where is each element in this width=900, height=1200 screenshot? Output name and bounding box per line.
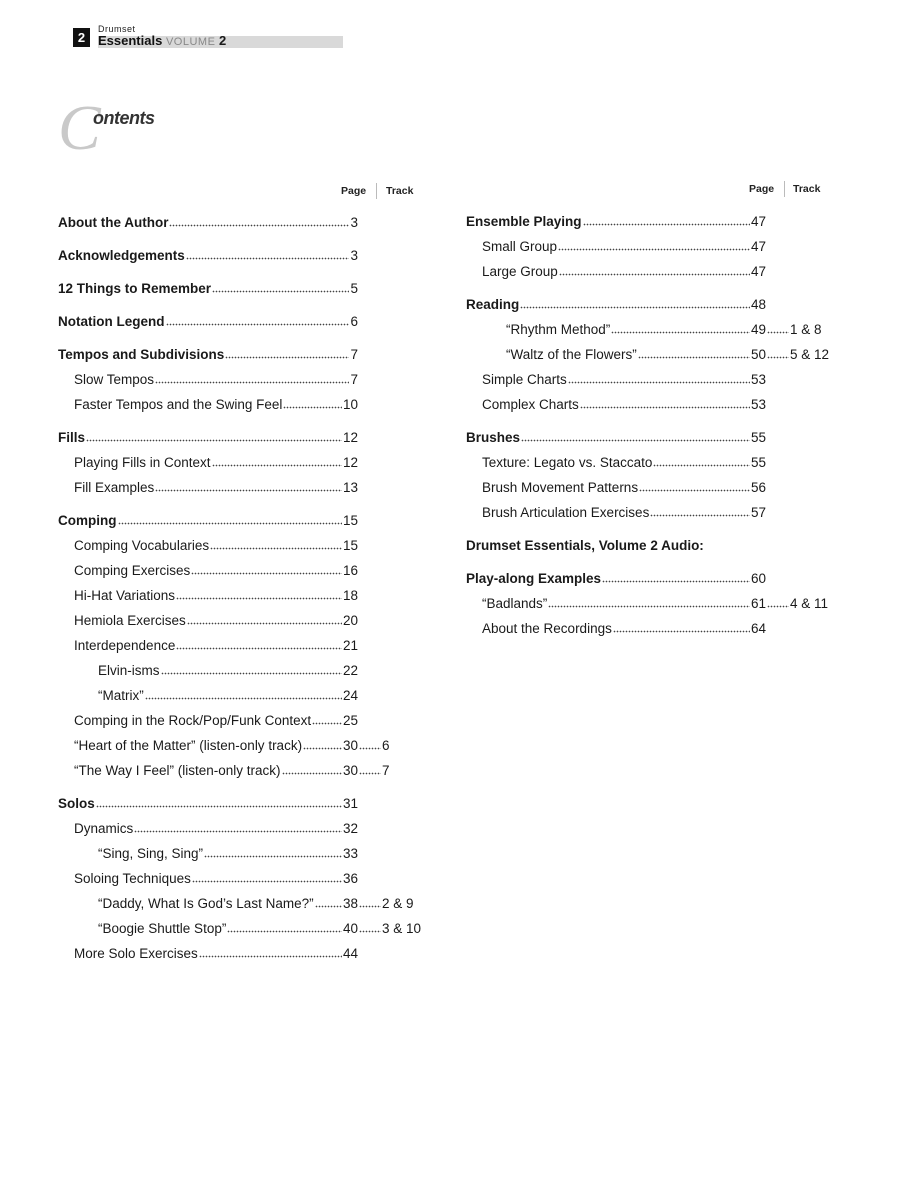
entry-title: Simple Charts bbox=[482, 372, 567, 387]
entry-title: Small Group bbox=[482, 239, 558, 254]
entry-title: “Sing, Sing, Sing” bbox=[98, 846, 204, 861]
toc-entry bbox=[58, 563, 388, 588]
leader-dots bbox=[559, 264, 750, 276]
entry-page: 5 bbox=[350, 281, 358, 296]
entry-page: 3 bbox=[350, 248, 358, 263]
section-gap bbox=[58, 306, 388, 314]
leader-dots bbox=[210, 538, 342, 550]
left-header-separator bbox=[376, 183, 377, 199]
entry-title: Dynamics bbox=[74, 821, 134, 836]
entry-page: 61 bbox=[750, 596, 766, 611]
entry-title: Playing Fills in Context bbox=[74, 455, 211, 470]
toc-entry bbox=[466, 621, 766, 646]
entry-title: Play-along Examples bbox=[466, 571, 602, 586]
leader-dots bbox=[192, 871, 342, 883]
leader-dots bbox=[602, 571, 750, 583]
toc-section bbox=[58, 430, 388, 455]
entry-title: Comping bbox=[58, 513, 117, 528]
toc-entry bbox=[58, 480, 388, 505]
toc-entry bbox=[58, 946, 388, 971]
toc-entry bbox=[58, 896, 414, 921]
entry-title: Brush Articulation Exercises bbox=[482, 505, 650, 520]
entry-page: 30 bbox=[342, 738, 358, 753]
entry-track bbox=[359, 763, 390, 778]
entry-page: 64 bbox=[750, 621, 766, 636]
toc-entry bbox=[58, 921, 422, 946]
entry-track bbox=[767, 596, 828, 611]
track-number: 2 & 9 bbox=[382, 896, 414, 911]
entry-page: 21 bbox=[342, 638, 358, 653]
section-gap bbox=[58, 505, 388, 513]
brand-volume-label: VOLUME bbox=[165, 36, 216, 48]
contents-right-column bbox=[466, 214, 830, 646]
entry-page: 12 bbox=[342, 455, 358, 470]
leader-dots bbox=[86, 430, 342, 442]
entry-title: 12 Things to Remember bbox=[58, 281, 212, 296]
toc-section bbox=[466, 538, 766, 563]
entry-title: Comping Vocabularies bbox=[74, 538, 210, 553]
entry-page: 10 bbox=[342, 397, 358, 412]
entry-title: More Solo Exercises bbox=[74, 946, 198, 961]
leader-dots bbox=[312, 713, 342, 725]
section-gap bbox=[466, 563, 766, 571]
entry-title: Solos bbox=[58, 796, 95, 811]
entry-page: 20 bbox=[342, 613, 358, 628]
toc-section bbox=[466, 214, 766, 239]
entry-title: Comping in the Rock/Pop/Funk Context bbox=[74, 713, 312, 728]
leader-dots bbox=[155, 480, 342, 492]
leader-dots bbox=[653, 455, 750, 467]
toc-entry bbox=[58, 455, 388, 480]
entry-page: 25 bbox=[342, 713, 358, 728]
entry-title: Acknowledgements bbox=[58, 248, 185, 263]
leader-dots bbox=[169, 215, 349, 227]
leader-dots bbox=[176, 638, 342, 650]
entry-title: Hemiola Exercises bbox=[74, 613, 186, 628]
toc-section bbox=[466, 430, 766, 455]
entry-page: 50 bbox=[750, 347, 766, 362]
leader-dots bbox=[639, 480, 750, 492]
entry-page: 22 bbox=[342, 663, 358, 678]
toc-entry bbox=[466, 505, 766, 530]
entry-page: 7 bbox=[350, 372, 358, 387]
entry-page: 53 bbox=[750, 397, 766, 412]
leader-dots bbox=[166, 314, 350, 326]
toc-entry bbox=[58, 821, 388, 846]
toc-entry bbox=[58, 588, 388, 613]
entry-title: About the Recordings bbox=[482, 621, 612, 636]
entry-page: 32 bbox=[342, 821, 358, 836]
toc-entry bbox=[466, 322, 822, 347]
leader-dots bbox=[161, 663, 342, 675]
toc-entry bbox=[58, 763, 388, 788]
brand-essentials: Essentials bbox=[98, 33, 163, 48]
leader-dots bbox=[611, 322, 750, 334]
entry-page: 44 bbox=[342, 946, 358, 961]
entry-title: Brushes bbox=[466, 430, 521, 445]
leader-dots bbox=[191, 563, 342, 575]
contents-left-column bbox=[58, 215, 422, 971]
entry-title: “Rhythm Method” bbox=[506, 322, 611, 337]
toc-entry bbox=[58, 613, 388, 638]
entry-title: “Matrix” bbox=[98, 688, 144, 703]
entry-track bbox=[359, 921, 421, 936]
entry-page: 57 bbox=[750, 505, 766, 520]
entry-title: Slow Tempos bbox=[74, 372, 155, 387]
toc-entry bbox=[58, 871, 388, 896]
toc-section bbox=[58, 347, 388, 372]
leader-dots bbox=[186, 248, 350, 260]
entry-title: “Badlands” bbox=[482, 596, 548, 611]
entry-track bbox=[359, 738, 390, 753]
entry-title: Interdependence bbox=[74, 638, 176, 653]
track-number: 6 bbox=[382, 738, 390, 753]
toc-section bbox=[58, 248, 388, 273]
leader-dots bbox=[650, 505, 750, 517]
leader-dots bbox=[568, 372, 750, 384]
right-header-separator bbox=[784, 181, 785, 197]
toc-section bbox=[58, 513, 388, 538]
brand-main bbox=[98, 34, 226, 49]
entry-title: “Waltz of the Flowers” bbox=[506, 347, 637, 362]
entry-title: Fills bbox=[58, 430, 86, 445]
toc-entry bbox=[58, 846, 388, 871]
toc-section bbox=[58, 281, 388, 306]
toc-entry bbox=[58, 738, 388, 763]
leader-dots bbox=[155, 372, 349, 384]
entry-title: About the Author bbox=[58, 215, 169, 230]
leader-dots bbox=[225, 347, 349, 359]
entry-page: 38 bbox=[342, 896, 358, 911]
toc-entry bbox=[58, 372, 388, 397]
toc-entry bbox=[466, 347, 830, 372]
entry-page: 33 bbox=[342, 846, 358, 861]
entry-page: 7 bbox=[350, 347, 358, 362]
section-gap bbox=[58, 339, 388, 347]
leader-dots bbox=[283, 397, 342, 409]
section-gap bbox=[466, 289, 766, 297]
entry-page: 30 bbox=[342, 763, 358, 778]
section-gap bbox=[466, 422, 766, 430]
leader-dots bbox=[520, 297, 750, 309]
leader-dots bbox=[199, 946, 342, 958]
leader-dots bbox=[303, 738, 342, 750]
contents-initial: C bbox=[58, 92, 101, 163]
brand-volume-number: 2 bbox=[219, 33, 227, 48]
section-gap bbox=[58, 273, 388, 281]
entry-title: “Heart of the Matter” (listen-only track) bbox=[74, 738, 303, 753]
entry-page: 18 bbox=[342, 588, 358, 603]
leader-dots bbox=[204, 846, 342, 858]
page-number: 2 bbox=[73, 28, 90, 47]
entry-page: 47 bbox=[750, 239, 766, 254]
toc-entry bbox=[466, 455, 766, 480]
toc-section bbox=[58, 314, 388, 339]
entry-title: “Boogie Shuttle Stop” bbox=[98, 921, 227, 936]
entry-title: “The Way I Feel” (listen-only track) bbox=[74, 763, 281, 778]
track-leader-dots bbox=[359, 763, 381, 775]
contents-rest: ontents bbox=[93, 108, 155, 128]
entry-page: 6 bbox=[350, 314, 358, 329]
entry-title: “Daddy, What Is God’s Last Name?” bbox=[98, 896, 314, 911]
entry-page: 24 bbox=[342, 688, 358, 703]
toc-section bbox=[58, 796, 388, 821]
track-number: 7 bbox=[382, 763, 390, 778]
toc-entry bbox=[466, 239, 766, 264]
entry-page: 55 bbox=[750, 455, 766, 470]
entry-title: Reading bbox=[466, 297, 520, 312]
toc-entry bbox=[58, 688, 388, 713]
entry-page: 49 bbox=[750, 322, 766, 337]
toc-section bbox=[466, 571, 766, 596]
entry-page: 31 bbox=[342, 796, 358, 811]
right-track-header: Track bbox=[793, 183, 821, 195]
toc-entry bbox=[58, 663, 388, 688]
track-leader-dots bbox=[767, 322, 789, 334]
entry-title: Tempos and Subdivisions bbox=[58, 347, 225, 362]
left-track-header: Track bbox=[386, 185, 414, 197]
entry-page: 47 bbox=[750, 264, 766, 279]
brand-top: Drumset bbox=[98, 24, 136, 34]
leader-dots bbox=[118, 513, 342, 525]
entry-page: 60 bbox=[750, 571, 766, 586]
track-number: 4 & 11 bbox=[790, 596, 829, 611]
track-number: 3 & 10 bbox=[382, 921, 422, 936]
entry-title: Comping Exercises bbox=[74, 563, 191, 578]
toc-section bbox=[58, 215, 388, 240]
track-number: 5 & 12 bbox=[790, 347, 830, 362]
leader-dots bbox=[145, 688, 342, 700]
section-gap bbox=[466, 530, 766, 538]
section-gap bbox=[58, 240, 388, 248]
entry-title: Ensemble Playing bbox=[466, 214, 582, 229]
entry-title: Brush Movement Patterns bbox=[482, 480, 639, 495]
entry-title: Texture: Legato vs. Staccato bbox=[482, 455, 653, 470]
entry-page: 12 bbox=[342, 430, 358, 445]
track-leader-dots bbox=[767, 347, 789, 359]
entry-page: 15 bbox=[342, 513, 358, 528]
entry-page: 56 bbox=[750, 480, 766, 495]
track-leader-dots bbox=[359, 921, 381, 933]
entry-title: Notation Legend bbox=[58, 314, 165, 329]
entry-page: 16 bbox=[342, 563, 358, 578]
toc-section bbox=[466, 297, 766, 322]
toc-entry bbox=[58, 538, 388, 563]
entry-title: Complex Charts bbox=[482, 397, 579, 412]
leader-dots bbox=[212, 281, 349, 293]
contents-title bbox=[58, 92, 198, 163]
leader-dots bbox=[176, 588, 342, 600]
toc-entry bbox=[58, 638, 388, 663]
track-leader-dots bbox=[359, 738, 381, 750]
toc-entry bbox=[58, 397, 388, 422]
entry-page: 36 bbox=[342, 871, 358, 886]
right-page-header: Page bbox=[749, 183, 775, 195]
left-page-header: Page bbox=[341, 185, 367, 197]
leader-dots bbox=[613, 621, 750, 633]
leader-dots bbox=[580, 397, 750, 409]
entry-title: Hi-Hat Variations bbox=[74, 588, 176, 603]
entry-page: 48 bbox=[750, 297, 766, 312]
entry-title: Drumset Essentials, Volume 2 Audio: bbox=[466, 538, 704, 553]
track-leader-dots bbox=[359, 896, 381, 908]
leader-dots bbox=[558, 239, 750, 251]
entry-title: Large Group bbox=[482, 264, 558, 279]
entry-track bbox=[767, 347, 829, 362]
entry-title: Faster Tempos and the Swing Feel bbox=[74, 397, 283, 412]
toc-entry bbox=[466, 397, 766, 422]
entry-track bbox=[767, 322, 822, 337]
toc-entry bbox=[466, 596, 829, 621]
leader-dots bbox=[227, 921, 342, 933]
leader-dots bbox=[96, 796, 342, 808]
leader-dots bbox=[583, 214, 750, 226]
entry-page: 3 bbox=[350, 215, 358, 230]
entry-page: 55 bbox=[750, 430, 766, 445]
toc-entry bbox=[466, 264, 766, 289]
section-gap bbox=[58, 422, 388, 430]
entry-title: Soloing Techniques bbox=[74, 871, 191, 886]
leader-dots bbox=[134, 821, 342, 833]
section-gap bbox=[58, 788, 388, 796]
entry-page: 15 bbox=[342, 538, 358, 553]
leader-dots bbox=[282, 763, 342, 775]
toc-entry bbox=[466, 372, 766, 397]
entry-page: 47 bbox=[750, 214, 766, 229]
entry-title: Elvin-isms bbox=[98, 663, 160, 678]
leader-dots bbox=[521, 430, 750, 442]
leader-dots bbox=[315, 896, 342, 908]
leader-dots bbox=[548, 596, 750, 608]
entry-page: 40 bbox=[342, 921, 358, 936]
leader-dots bbox=[212, 455, 342, 467]
toc-entry bbox=[58, 713, 388, 738]
entry-page: 13 bbox=[342, 480, 358, 495]
toc-entry bbox=[466, 480, 766, 505]
entry-title: Fill Examples bbox=[74, 480, 155, 495]
track-number: 1 & 8 bbox=[790, 322, 822, 337]
entry-track bbox=[359, 896, 414, 911]
leader-dots bbox=[187, 613, 342, 625]
track-leader-dots bbox=[767, 596, 789, 608]
leader-dots bbox=[638, 347, 750, 359]
entry-page: 53 bbox=[750, 372, 766, 387]
